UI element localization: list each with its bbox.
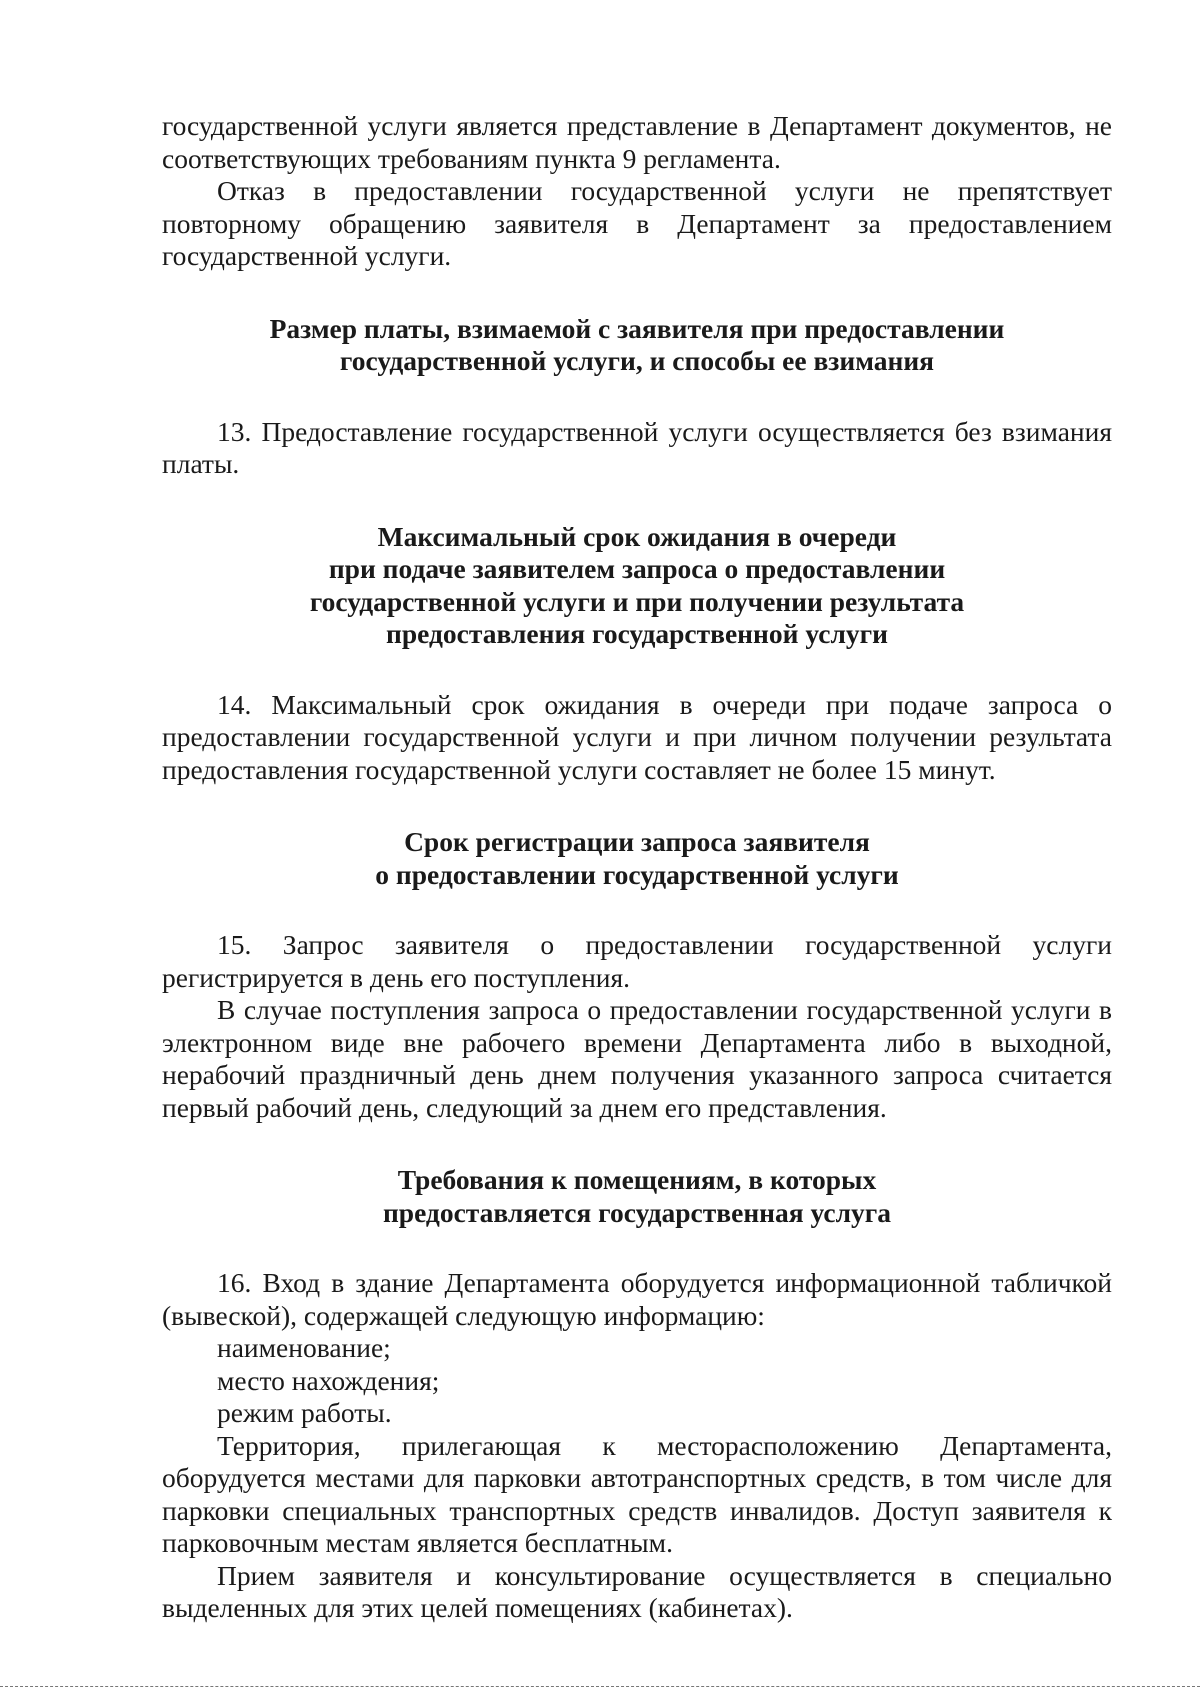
page-bottom-rule: [0, 1686, 1200, 1687]
list-item: место нахождения;: [217, 1364, 440, 1396]
list-item: режим работы.: [217, 1397, 392, 1428]
paragraph-13: 13. Предоставление государственной услуги осуществляется без взимания платы.: [162, 415, 1112, 479]
paragraph-16-territory: Территория, прилегающая к месторасположению Департамента, оборудуется местами для парковки автотранспортных средств, в том числе для парковки специальных транспортных средств инвалидов. Доступ заявителя к парковочным местам является бесплатным.: [162, 1429, 1112, 1558]
paragraph-15-electronic: В случае поступления запроса о предоставлении государственной услуги в электронном виде вне рабочего времени Департамента либо в выходной, нерабочий праздничный день днем получения указанного запроса считается первый рабочий день, следующий за днем его представления.: [162, 994, 1112, 1123]
heading-premises: [162, 1164, 1112, 1229]
heading-wait: [162, 521, 1112, 651]
heading-fee: [162, 313, 1112, 378]
heading-fee-line: Размер платы, взимаемой с заявителя при предоставлении: [269, 312, 1005, 344]
heading-premises-line: Требования к помещениям, в которых: [397, 1164, 877, 1195]
paragraph-14: 14. Максимальный срок ожидания в очереди при подаче запроса о предоставлении государственной услуги и при личном получении результата предоставления государственной услуги составляет не более 15 минут.: [162, 688, 1112, 785]
heading-wait-line: при подаче заявителем запроса о предоставлении: [328, 553, 946, 584]
heading-fee-line: государственной услуги, и способы ее взимания: [339, 345, 935, 376]
document-body: [162, 110, 1112, 1625]
heading-premises-line: предоставляется государственная услуга: [382, 1196, 892, 1228]
heading-wait-line: государственной услуги и при получении результата: [309, 585, 965, 617]
paragraph-15: 15. Запрос заявителя о предоставлении государственной услуги регистрируется в день его поступления.: [162, 929, 1112, 993]
paragraph-refusal: Отказ в предоставлении государственной услуги не препятствует повторному обращению заявителя в Департамент за предоставлением государственной услуги.: [162, 175, 1112, 271]
heading-registration-line: о предоставлении государственной услуги: [375, 858, 899, 890]
heading-wait-line: Максимальный срок ожидания в очереди: [377, 520, 897, 552]
paragraph-16-reception: Прием заявителя и консультирование осуществляется в специально выделенных для этих целей помещениях (кабинетах).: [162, 1559, 1112, 1623]
paragraph-continuation: государственной услуги является представление в Департамент документов, не соответствующих требованиям пункта 9 регламента.: [162, 110, 1112, 174]
paragraph-16: 16. Вход в здание Департамента оборудуется информационной табличкой (вывеской), содержащей следующую информацию:: [162, 1267, 1112, 1331]
heading-wait-line: предоставления государственной услуги: [386, 618, 888, 649]
heading-registration-line: Срок регистрации запроса заявителя: [404, 826, 870, 857]
heading-registration: [162, 826, 1112, 891]
list-item: наименование;: [217, 1332, 391, 1363]
